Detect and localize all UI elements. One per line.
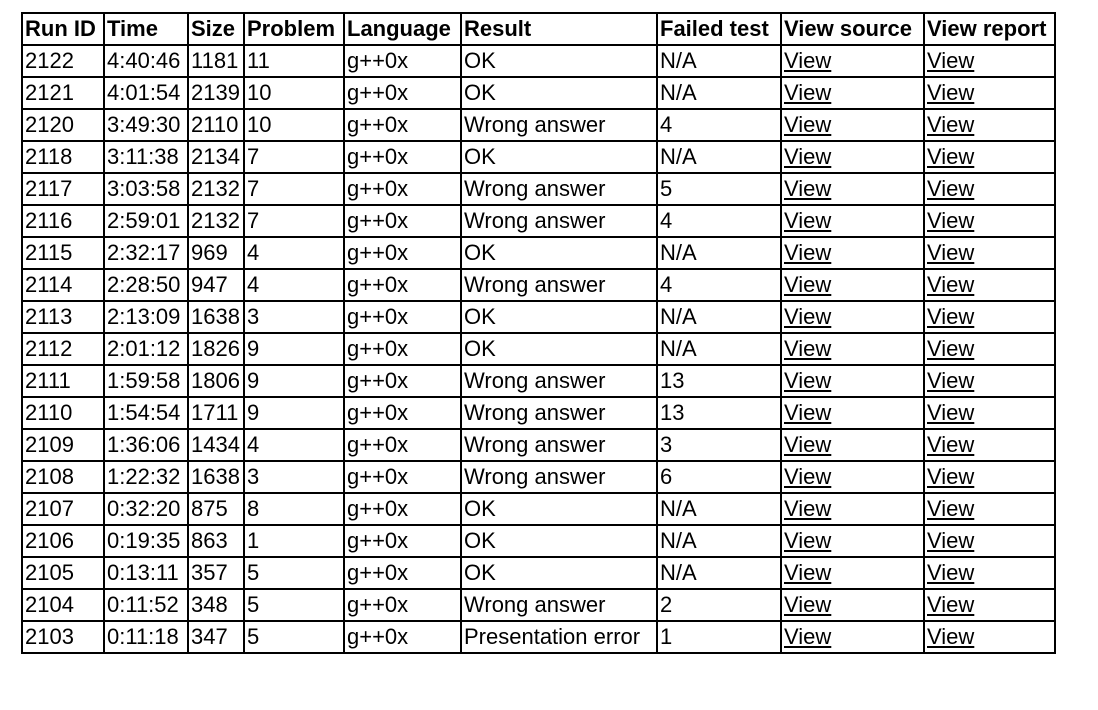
view-source-cell (781, 173, 924, 205)
time-cell: 4:40:46 (104, 45, 188, 77)
result-cell: OK (461, 301, 657, 333)
size-cell: 863 (188, 525, 244, 557)
time-cell: 2:32:17 (104, 237, 188, 269)
result-cell: Wrong answer (461, 269, 657, 301)
header-view-report: View report (924, 13, 1055, 45)
language-cell: g++0x (344, 77, 461, 109)
result-cell: OK (461, 237, 657, 269)
size-cell: 947 (188, 269, 244, 301)
failed-test-cell: 2 (657, 589, 781, 621)
failed-test-cell: 13 (657, 397, 781, 429)
time-cell: 0:32:20 (104, 493, 188, 525)
run-id-cell: 2112 (22, 333, 104, 365)
time-cell: 2:01:12 (104, 333, 188, 365)
result-cell: Wrong answer (461, 461, 657, 493)
failed-test-cell: 5 (657, 173, 781, 205)
language-cell: g++0x (344, 141, 461, 173)
view-source-link[interactable]: View (784, 48, 832, 73)
view-report-link[interactable]: View (927, 624, 975, 649)
view-source-link[interactable]: View (784, 80, 832, 105)
language-cell: g++0x (344, 269, 461, 301)
size-cell: 1181 (188, 45, 244, 77)
problem-cell: 10 (244, 109, 344, 141)
view-source-cell (781, 269, 924, 301)
time-cell: 0:11:18 (104, 621, 188, 653)
view-report-cell (924, 77, 1055, 109)
view-report-cell (924, 397, 1055, 429)
problem-cell: 10 (244, 77, 344, 109)
time-cell: 3:49:30 (104, 109, 188, 141)
size-cell: 2134 (188, 141, 244, 173)
result-cell: OK (461, 493, 657, 525)
table-row (22, 205, 1055, 237)
run-id-cell: 2109 (22, 429, 104, 461)
table-row (22, 333, 1055, 365)
size-cell: 347 (188, 621, 244, 653)
result-cell: OK (461, 333, 657, 365)
view-source-cell (781, 45, 924, 77)
table-row (22, 109, 1055, 141)
run-id-cell: 2120 (22, 109, 104, 141)
time-cell: 2:13:09 (104, 301, 188, 333)
run-id-cell: 2103 (22, 621, 104, 653)
time-cell: 3:03:58 (104, 173, 188, 205)
problem-cell: 5 (244, 557, 344, 589)
problem-cell: 4 (244, 269, 344, 301)
view-source-link[interactable]: View (784, 304, 832, 329)
problem-cell: 1 (244, 525, 344, 557)
header-view-source: View source (781, 13, 924, 45)
run-id-cell: 2110 (22, 397, 104, 429)
failed-test-cell: N/A (657, 557, 781, 589)
failed-test-cell: N/A (657, 493, 781, 525)
failed-test-cell: N/A (657, 45, 781, 77)
size-cell: 1434 (188, 429, 244, 461)
time-cell: 2:28:50 (104, 269, 188, 301)
time-cell: 0:11:52 (104, 589, 188, 621)
header-result: Result (461, 13, 657, 45)
view-report-link[interactable]: View (927, 432, 975, 457)
failed-test-cell: 4 (657, 109, 781, 141)
failed-test-cell: N/A (657, 141, 781, 173)
problem-cell: 7 (244, 173, 344, 205)
view-report-cell (924, 493, 1055, 525)
language-cell: g++0x (344, 205, 461, 237)
table-row (22, 461, 1055, 493)
time-cell: 4:01:54 (104, 77, 188, 109)
language-cell: g++0x (344, 365, 461, 397)
failed-test-cell: 1 (657, 621, 781, 653)
view-report-link[interactable]: View (927, 272, 975, 297)
failed-test-cell: N/A (657, 525, 781, 557)
failed-test-cell: 4 (657, 269, 781, 301)
view-report-cell (924, 109, 1055, 141)
failed-test-cell: N/A (657, 333, 781, 365)
size-cell: 348 (188, 589, 244, 621)
view-source-link[interactable]: View (784, 592, 832, 617)
time-cell: 0:19:35 (104, 525, 188, 557)
view-source-cell (781, 429, 924, 461)
time-cell: 0:13:11 (104, 557, 188, 589)
table-row (22, 525, 1055, 557)
language-cell: g++0x (344, 557, 461, 589)
view-report-cell (924, 205, 1055, 237)
view-source-link[interactable]: View (784, 400, 832, 425)
table-row (22, 141, 1055, 173)
view-source-link[interactable]: View (784, 624, 832, 649)
result-cell: Wrong answer (461, 109, 657, 141)
view-report-cell (924, 589, 1055, 621)
size-cell: 875 (188, 493, 244, 525)
view-source-cell (781, 525, 924, 557)
view-report-cell (924, 173, 1055, 205)
problem-cell: 4 (244, 429, 344, 461)
view-report-link[interactable]: View (927, 112, 975, 137)
result-cell: OK (461, 77, 657, 109)
time-cell: 1:54:54 (104, 397, 188, 429)
table-body (22, 45, 1055, 653)
view-report-cell (924, 525, 1055, 557)
view-source-cell (781, 557, 924, 589)
view-report-link[interactable]: View (927, 496, 975, 521)
language-cell: g++0x (344, 461, 461, 493)
view-source-link[interactable]: View (784, 496, 832, 521)
time-cell: 2:59:01 (104, 205, 188, 237)
problem-cell: 7 (244, 141, 344, 173)
view-source-cell (781, 397, 924, 429)
view-report-cell (924, 269, 1055, 301)
run-id-cell: 2121 (22, 77, 104, 109)
view-report-link[interactable]: View (927, 368, 975, 393)
table-row (22, 45, 1055, 77)
view-report-cell (924, 429, 1055, 461)
header-failed-test: Failed test (657, 13, 781, 45)
language-cell: g++0x (344, 429, 461, 461)
time-cell: 3:11:38 (104, 141, 188, 173)
language-cell: g++0x (344, 301, 461, 333)
run-id-cell: 2108 (22, 461, 104, 493)
time-cell: 1:36:06 (104, 429, 188, 461)
view-source-cell (781, 333, 924, 365)
table-row (22, 365, 1055, 397)
view-report-cell (924, 461, 1055, 493)
view-report-cell (924, 365, 1055, 397)
size-cell: 1711 (188, 397, 244, 429)
language-cell: g++0x (344, 525, 461, 557)
table-row (22, 77, 1055, 109)
result-cell: OK (461, 557, 657, 589)
language-cell: g++0x (344, 333, 461, 365)
view-report-link[interactable]: View (927, 240, 975, 265)
language-cell: g++0x (344, 493, 461, 525)
run-id-cell: 2122 (22, 45, 104, 77)
view-source-link[interactable]: View (784, 464, 832, 489)
header-size: Size (188, 13, 244, 45)
run-id-cell: 2113 (22, 301, 104, 333)
problem-cell: 11 (244, 45, 344, 77)
failed-test-cell: 6 (657, 461, 781, 493)
header-run-id: Run ID (22, 13, 104, 45)
table-row (22, 589, 1055, 621)
problem-cell: 9 (244, 397, 344, 429)
view-report-link[interactable]: View (927, 592, 975, 617)
view-report-cell (924, 45, 1055, 77)
view-report-link[interactable]: View (927, 560, 975, 585)
table-row (22, 621, 1055, 653)
language-cell: g++0x (344, 397, 461, 429)
size-cell: 969 (188, 237, 244, 269)
view-source-link[interactable]: View (784, 432, 832, 457)
view-source-link[interactable]: View (784, 208, 832, 233)
problem-cell: 5 (244, 621, 344, 653)
table-row (22, 237, 1055, 269)
view-source-link[interactable]: View (784, 560, 832, 585)
view-source-cell (781, 461, 924, 493)
result-cell: Presentation error (461, 621, 657, 653)
view-source-link[interactable]: View (784, 176, 832, 201)
language-cell: g++0x (344, 109, 461, 141)
view-report-link[interactable]: View (927, 304, 975, 329)
result-cell: OK (461, 45, 657, 77)
view-source-cell (781, 589, 924, 621)
view-report-cell (924, 621, 1055, 653)
view-report-cell (924, 557, 1055, 589)
view-source-cell (781, 621, 924, 653)
view-source-cell (781, 141, 924, 173)
table-row (22, 397, 1055, 429)
problem-cell: 9 (244, 333, 344, 365)
result-cell: Wrong answer (461, 397, 657, 429)
view-source-cell (781, 301, 924, 333)
table-row (22, 173, 1055, 205)
view-report-cell (924, 237, 1055, 269)
size-cell: 1806 (188, 365, 244, 397)
view-source-link[interactable]: View (784, 240, 832, 265)
run-id-cell: 2107 (22, 493, 104, 525)
failed-test-cell: N/A (657, 301, 781, 333)
table-row (22, 429, 1055, 461)
view-source-cell (781, 493, 924, 525)
result-cell: Wrong answer (461, 365, 657, 397)
view-source-link[interactable]: View (784, 368, 832, 393)
table-row (22, 557, 1055, 589)
size-cell: 1638 (188, 301, 244, 333)
view-source-cell (781, 237, 924, 269)
language-cell: g++0x (344, 237, 461, 269)
size-cell: 2132 (188, 205, 244, 237)
view-source-link[interactable]: View (784, 272, 832, 297)
time-cell: 1:59:58 (104, 365, 188, 397)
failed-test-cell: 4 (657, 205, 781, 237)
view-report-link[interactable]: View (927, 208, 975, 233)
table-row (22, 301, 1055, 333)
problem-cell: 9 (244, 365, 344, 397)
result-cell: Wrong answer (461, 589, 657, 621)
view-report-cell (924, 301, 1055, 333)
failed-test-cell: 3 (657, 429, 781, 461)
run-id-cell: 2106 (22, 525, 104, 557)
view-source-link[interactable]: View (784, 336, 832, 361)
language-cell: g++0x (344, 621, 461, 653)
problem-cell: 5 (244, 589, 344, 621)
size-cell: 1638 (188, 461, 244, 493)
view-report-link[interactable]: View (927, 80, 975, 105)
failed-test-cell: N/A (657, 237, 781, 269)
view-source-cell (781, 205, 924, 237)
run-id-cell: 2117 (22, 173, 104, 205)
size-cell: 2110 (188, 109, 244, 141)
problem-cell: 3 (244, 301, 344, 333)
view-report-link[interactable]: View (927, 176, 975, 201)
problem-cell: 4 (244, 237, 344, 269)
problem-cell: 7 (244, 205, 344, 237)
result-cell: OK (461, 141, 657, 173)
view-source-cell (781, 77, 924, 109)
view-source-cell (781, 109, 924, 141)
run-id-cell: 2111 (22, 365, 104, 397)
view-report-link[interactable]: View (927, 336, 975, 361)
run-id-cell: 2104 (22, 589, 104, 621)
view-report-link[interactable]: View (927, 464, 975, 489)
language-cell: g++0x (344, 173, 461, 205)
header-row (22, 13, 1055, 45)
table-row (22, 493, 1055, 525)
problem-cell: 3 (244, 461, 344, 493)
view-report-cell (924, 141, 1055, 173)
run-id-cell: 2118 (22, 141, 104, 173)
table-row (22, 269, 1055, 301)
failed-test-cell: 13 (657, 365, 781, 397)
header-language: Language (344, 13, 461, 45)
size-cell: 2132 (188, 173, 244, 205)
view-report-link[interactable]: View (927, 400, 975, 425)
result-cell: Wrong answer (461, 429, 657, 461)
size-cell: 2139 (188, 77, 244, 109)
view-source-link[interactable]: View (784, 144, 832, 169)
header-problem: Problem (244, 13, 344, 45)
result-cell: Wrong answer (461, 173, 657, 205)
failed-test-cell: N/A (657, 77, 781, 109)
run-id-cell: 2114 (22, 269, 104, 301)
run-id-cell: 2116 (22, 205, 104, 237)
run-id-cell: 2115 (22, 237, 104, 269)
result-cell: OK (461, 525, 657, 557)
run-id-cell: 2105 (22, 557, 104, 589)
header-time: Time (104, 13, 188, 45)
problem-cell: 8 (244, 493, 344, 525)
view-report-link[interactable]: View (927, 528, 975, 553)
time-cell: 1:22:32 (104, 461, 188, 493)
result-cell: Wrong answer (461, 205, 657, 237)
view-report-cell (924, 333, 1055, 365)
size-cell: 1826 (188, 333, 244, 365)
runs-table (21, 12, 1056, 654)
view-report-link[interactable]: View (927, 144, 975, 169)
view-source-cell (781, 365, 924, 397)
view-source-link[interactable]: View (784, 112, 832, 137)
size-cell: 357 (188, 557, 244, 589)
view-report-link[interactable]: View (927, 48, 975, 73)
language-cell: g++0x (344, 45, 461, 77)
view-source-link[interactable]: View (784, 528, 832, 553)
language-cell: g++0x (344, 589, 461, 621)
